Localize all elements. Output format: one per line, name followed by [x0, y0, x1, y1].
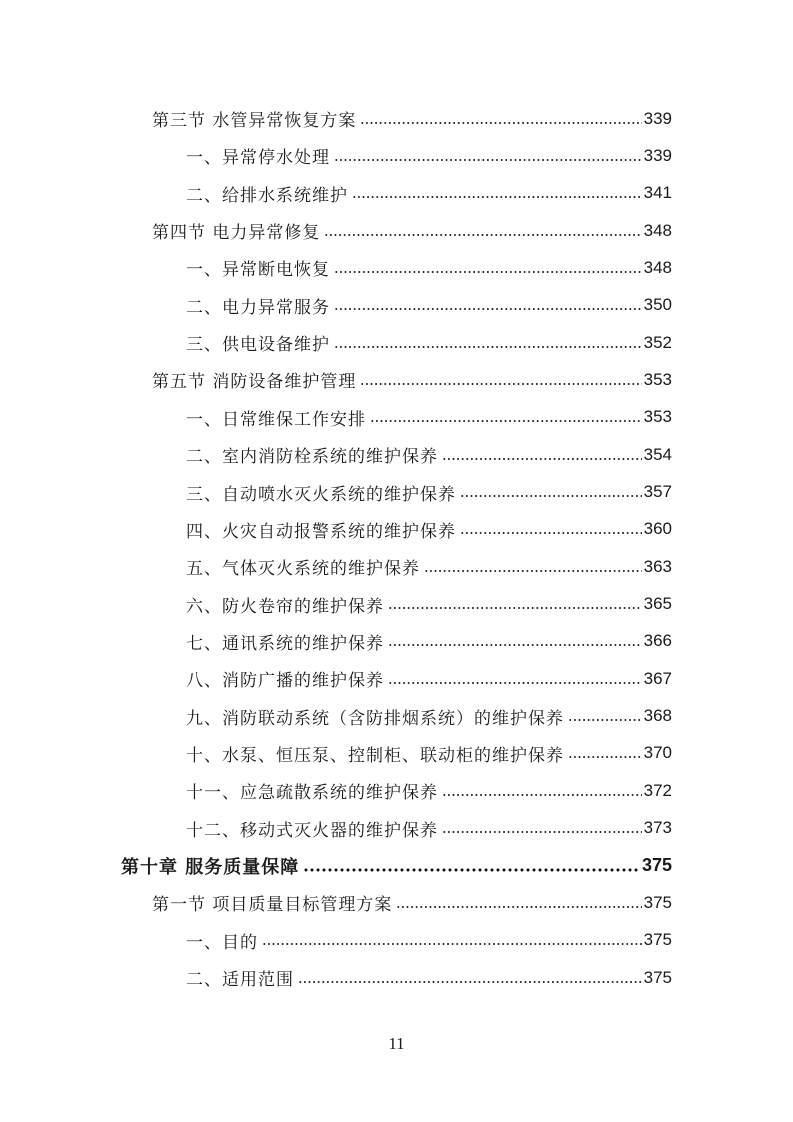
toc-entry-page: 354 — [643, 444, 672, 464]
toc-entry-title: 五、气体灭火系统的维护保养 — [186, 559, 420, 580]
dot-leader — [388, 681, 642, 685]
toc-entry-title: 三、供电设备维护 — [186, 335, 330, 356]
toc-item-entry[interactable] — [186, 548, 672, 585]
toc-entry-page: 365 — [643, 594, 672, 614]
toc-entry-page: 353 — [643, 407, 672, 427]
toc-item-entry[interactable] — [186, 249, 672, 286]
toc-item-entry[interactable] — [186, 324, 672, 361]
dot-leader — [334, 158, 642, 162]
toc-entry-page: 350 — [643, 295, 672, 315]
toc-entry-page: 353 — [643, 369, 672, 389]
toc-item-entry[interactable] — [186, 959, 672, 996]
toc-entry-page: 373 — [643, 818, 672, 838]
dot-leader — [568, 755, 642, 759]
toc-entry-page: 367 — [643, 668, 672, 688]
dot-leader — [388, 643, 642, 647]
toc-entry-page: 360 — [643, 519, 672, 539]
toc-entry-title: 三、自动喷水灭火系统的维护保养 — [186, 484, 456, 505]
toc-item-entry[interactable] — [186, 586, 672, 623]
dot-leader — [388, 606, 642, 610]
toc-section-entry[interactable] — [152, 212, 672, 249]
dot-leader — [442, 457, 642, 461]
toc-item-entry[interactable] — [186, 735, 672, 772]
toc-entry-title: 十二、移动式灭火器的维护保养 — [186, 820, 438, 841]
toc-entry-title: 第四节 电力异常修复 — [152, 223, 321, 244]
dot-leader — [352, 195, 642, 199]
toc-entry-page: 341 — [643, 183, 672, 203]
toc-entry-title: 九、消防联动系统（含防排烟系统）的维护保养 — [186, 708, 564, 729]
toc-chapter-entry[interactable] — [121, 847, 672, 884]
toc-entry-page: 348 — [643, 257, 672, 277]
dot-leader — [460, 494, 642, 498]
toc-entry-title: 一、异常断电恢复 — [186, 260, 330, 281]
toc-entry-title: 二、给排水系统维护 — [186, 185, 348, 206]
dot-leader — [334, 270, 642, 274]
toc-item-entry[interactable] — [186, 772, 672, 809]
toc-item-entry[interactable] — [186, 660, 672, 697]
dot-leader — [360, 121, 641, 125]
toc-item-entry[interactable] — [186, 922, 672, 959]
toc-entry-page: 352 — [643, 332, 672, 352]
dot-leader — [334, 307, 642, 311]
toc-entry-page: 375 — [641, 855, 672, 875]
dot-leader — [396, 905, 641, 909]
toc-item-entry[interactable] — [186, 175, 672, 212]
toc-item-entry[interactable] — [186, 399, 672, 436]
toc-entry-title: 十一、应急疏散系统的维护保养 — [186, 783, 438, 804]
toc-entry-title: 一、异常停水处理 — [186, 148, 330, 169]
dot-leader — [568, 718, 642, 722]
page-number: 11 — [388, 1034, 405, 1053]
toc-entry-title: 二、室内消防栓系统的维护保养 — [186, 447, 438, 468]
toc-item-entry[interactable] — [186, 436, 672, 473]
toc-item-entry[interactable] — [186, 698, 672, 735]
toc-entry-page: 339 — [643, 145, 672, 165]
toc-item-entry[interactable] — [186, 287, 672, 324]
toc-entry-page: 366 — [643, 631, 672, 651]
toc-entry-title: 二、适用范围 — [186, 970, 294, 991]
toc-entry-title: 一、目的 — [186, 932, 258, 953]
toc-section-entry[interactable] — [152, 361, 672, 398]
dot-leader — [324, 233, 641, 237]
toc-entry-page: 368 — [643, 706, 672, 726]
toc-entry-title: 第五节 消防设备维护管理 — [152, 372, 357, 393]
dot-leader — [442, 830, 642, 834]
toc-entry-title: 四、火灾自动报警系统的维护保养 — [186, 521, 456, 542]
toc-item-entry[interactable] — [186, 474, 672, 511]
toc-section-entry[interactable] — [152, 100, 672, 137]
toc-entry-title: 第一节 项目质量目标管理方案 — [152, 895, 393, 916]
toc-item-entry[interactable] — [186, 511, 672, 548]
toc-item-entry[interactable] — [186, 623, 672, 660]
dot-leader — [424, 569, 642, 573]
toc-section-entry[interactable] — [152, 884, 672, 921]
toc-entry-title: 二、电力异常服务 — [186, 297, 330, 318]
toc-entry-page: 375 — [643, 967, 672, 987]
toc-entry-page: 357 — [643, 482, 672, 501]
toc-entry-title: 八、消防广播的维护保养 — [186, 671, 384, 692]
dot-leader — [298, 980, 642, 984]
dot-leader — [460, 531, 642, 535]
toc-entry-page: 375 — [643, 930, 672, 950]
dot-leader — [334, 345, 642, 349]
dot-leader — [262, 942, 642, 946]
toc-entry-title: 一、日常维保工作安排 — [186, 409, 366, 430]
dot-leader — [442, 793, 642, 797]
toc-entry-title: 七、通讯系统的维护保养 — [186, 633, 384, 654]
toc-entry-page: 372 — [643, 780, 672, 800]
dot-leader — [303, 868, 640, 872]
toc-entry-page: 348 — [643, 220, 672, 240]
toc-entry-page: 339 — [643, 108, 672, 128]
toc-entry-title: 第三节 水管异常恢复方案 — [152, 111, 357, 131]
toc-entry-page: 375 — [643, 892, 672, 912]
toc-entry-title: 六、防火卷帘的维护保养 — [186, 596, 384, 617]
toc-item-entry[interactable] — [186, 137, 672, 174]
toc-entry-page: 370 — [643, 743, 672, 763]
toc-entry-title: 十、水泵、恒压泵、控制柜、联动柜的维护保养 — [186, 745, 564, 766]
dot-leader — [370, 419, 642, 423]
toc-item-entry[interactable] — [186, 810, 672, 847]
dot-leader — [360, 382, 641, 386]
toc-entry-page: 363 — [643, 556, 672, 576]
toc-entry-title: 第十章 服务质量保障 — [121, 856, 300, 878]
